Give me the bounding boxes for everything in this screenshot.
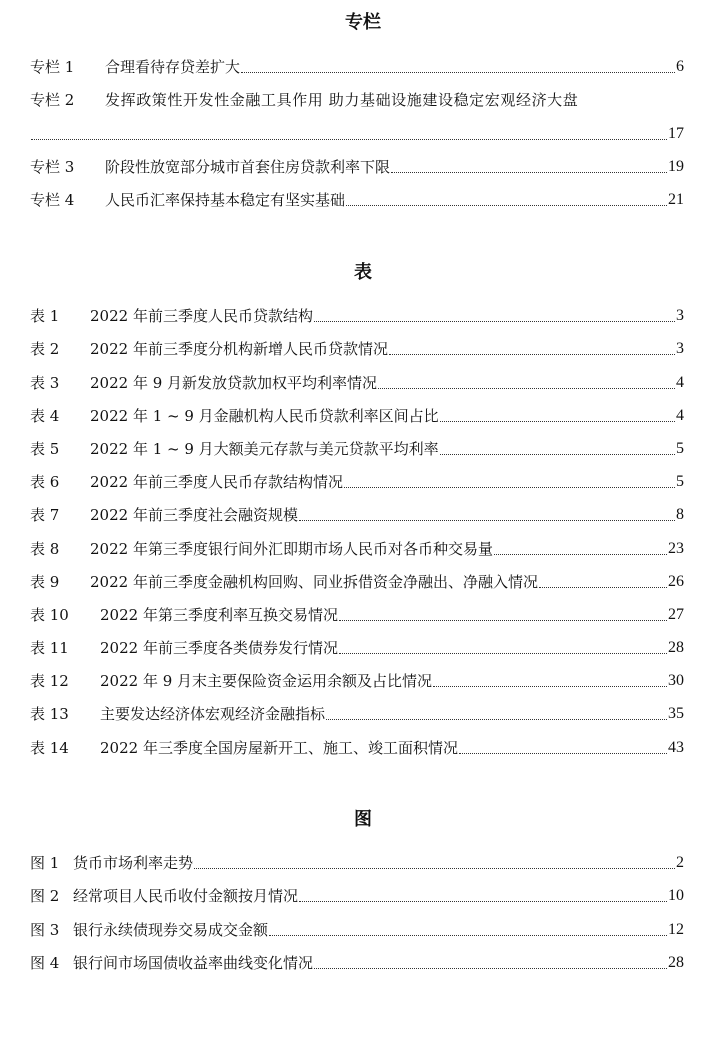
entry-title: 主要发达经济体宏观经济金融指标 — [100, 705, 326, 724]
dot-leader — [391, 172, 667, 173]
toc-entry[interactable] — [30, 625, 684, 658]
tables-heading: 表 — [354, 262, 372, 283]
entry-label: 表 10 — [30, 605, 69, 624]
entry-title: 合理看待存贷差扩大 — [105, 58, 241, 77]
entry-title: 货币市场利率走势 — [73, 854, 194, 873]
dot-leader — [31, 139, 667, 140]
entry-page: 10 — [668, 887, 684, 905]
entry-page: 4 — [676, 373, 684, 391]
entry-page: 30 — [668, 672, 684, 690]
entry-label: 专栏 3 — [30, 157, 75, 176]
entry-page: 6 — [676, 58, 684, 76]
entry-label: 表 5 — [30, 439, 60, 458]
dot-leader — [440, 454, 675, 455]
entry-label: 图 4 — [30, 953, 60, 972]
entry-label: 表 1 — [30, 307, 60, 326]
toc-entry[interactable] — [30, 873, 684, 906]
dot-leader — [269, 935, 667, 936]
toc-entry[interactable] — [30, 492, 684, 525]
entry-page: 12 — [668, 920, 684, 938]
entry-title: 银行永续债现券交易成交金额 — [73, 920, 269, 939]
toc-entry[interactable] — [30, 326, 684, 359]
entry-page: 28 — [668, 639, 684, 657]
dot-leader — [378, 388, 675, 389]
toc-entry[interactable] — [30, 44, 684, 77]
toc-entry[interactable] — [30, 77, 684, 110]
entry-title: 2022 年前三季度分机构新增人民币贷款情况 — [90, 340, 388, 359]
entry-page: 5 — [676, 473, 684, 491]
dot-leader — [539, 587, 667, 588]
entry-label: 表 6 — [30, 473, 60, 492]
dot-leader — [299, 901, 667, 902]
entry-page: 3 — [676, 340, 684, 358]
entry-label: 表 9 — [30, 572, 60, 591]
dot-leader — [339, 653, 667, 654]
toc-entry[interactable] — [30, 359, 684, 392]
figures-heading: 图 — [354, 809, 372, 830]
entry-title: 2022 年 9 月末主要保险资金运用余额及占比情况 — [100, 672, 433, 691]
dot-leader — [241, 72, 675, 73]
entry-title: 经常项目人民币收付金额按月情况 — [73, 887, 299, 906]
entry-title: 2022 年前三季度人民币贷款结构 — [90, 307, 313, 326]
dot-leader — [459, 753, 667, 754]
toc-entry[interactable] — [30, 459, 684, 492]
toc-entry[interactable] — [30, 393, 684, 426]
entry-title: 2022 年第三季度银行间外汇即期市场人民币对各币种交易量 — [90, 539, 493, 558]
columns-list — [30, 44, 684, 210]
dot-leader — [346, 205, 667, 206]
dot-leader — [440, 421, 675, 422]
entry-page: 35 — [668, 705, 684, 723]
entry-title: 发挥政策性开发性金融工具作用 助力基础设施建设稳定宏观经济大盘 — [105, 91, 579, 110]
entry-page: 21 — [668, 190, 684, 208]
entry-title: 2022 年 9 月新发放贷款加权平均利率情况 — [90, 373, 378, 392]
entry-label: 表 2 — [30, 340, 60, 359]
columns-heading: 专栏 — [345, 12, 381, 33]
entry-title: 2022 年 1 ~ 9 月金融机构人民币贷款利率区间占比 — [90, 406, 439, 425]
toc-entry[interactable] — [30, 293, 684, 326]
toc-entry[interactable] — [30, 525, 684, 558]
entry-title: 2022 年前三季度人民币存款结构情况 — [90, 473, 343, 492]
entry-label: 表 3 — [30, 373, 60, 392]
entry-page: 19 — [668, 157, 684, 175]
entry-label: 表 12 — [30, 672, 69, 691]
entry-page: 17 — [668, 124, 684, 142]
entry-title: 2022 年前三季度各类债券发行情况 — [100, 639, 338, 658]
toc-entry[interactable] — [30, 691, 684, 724]
entry-page: 2 — [676, 854, 684, 872]
entry-label: 表 7 — [30, 506, 60, 525]
toc-entry-continuation[interactable] — [30, 110, 684, 143]
entry-page: 4 — [676, 406, 684, 424]
entry-label: 表 8 — [30, 539, 60, 558]
toc-entry[interactable] — [30, 658, 684, 691]
entry-page: 28 — [668, 953, 684, 971]
toc-entry[interactable] — [30, 559, 684, 592]
entry-label: 图 3 — [30, 920, 60, 939]
entry-page: 23 — [668, 539, 684, 557]
toc-entry[interactable] — [30, 177, 684, 210]
entry-label: 图 2 — [30, 887, 60, 906]
toc-entry[interactable] — [30, 906, 684, 939]
entry-label: 图 1 — [30, 854, 60, 873]
entry-label: 专栏 1 — [30, 58, 75, 77]
entry-label: 表 13 — [30, 705, 69, 724]
toc-entry[interactable] — [30, 144, 684, 177]
toc-entry[interactable] — [30, 940, 684, 973]
entry-label: 表 14 — [30, 738, 69, 757]
dot-leader — [389, 354, 675, 355]
toc-entry[interactable] — [30, 592, 684, 625]
figures-list — [30, 840, 684, 973]
toc-entry[interactable] — [30, 840, 684, 873]
entry-title: 2022 年 1 ~ 9 月大额美元存款与美元贷款平均利率 — [90, 439, 439, 458]
toc-entry[interactable] — [30, 426, 684, 459]
dot-leader — [314, 968, 667, 969]
entry-page: 26 — [668, 572, 684, 590]
dot-leader — [314, 321, 675, 322]
entry-title: 人民币汇率保持基本稳定有坚实基础 — [105, 190, 346, 209]
entry-title: 银行间市场国债收益率曲线变化情况 — [73, 953, 314, 972]
dot-leader — [433, 686, 667, 687]
dot-leader — [326, 719, 667, 720]
dot-leader — [344, 487, 675, 488]
entry-title: 阶段性放宽部分城市首套住房贷款利率下限 — [105, 157, 391, 176]
dot-leader — [339, 620, 667, 621]
toc-entry[interactable] — [30, 724, 684, 757]
tables-list — [30, 293, 684, 758]
entry-page: 3 — [676, 307, 684, 325]
entry-title: 2022 年前三季度社会融资规模 — [90, 506, 298, 525]
entry-label: 专栏 2 — [30, 91, 75, 110]
entry-title: 2022 年前三季度金融机构回购、同业拆借资金净融出、净融入情况 — [90, 572, 538, 591]
entry-label: 专栏 4 — [30, 190, 75, 209]
entry-title: 2022 年第三季度利率互换交易情况 — [100, 605, 338, 624]
entry-page: 27 — [668, 605, 684, 623]
dot-leader — [494, 554, 667, 555]
entry-page: 8 — [676, 506, 684, 524]
dot-leader — [194, 868, 675, 869]
entry-label: 表 4 — [30, 406, 60, 425]
entry-page: 5 — [676, 439, 684, 457]
dot-leader — [299, 520, 675, 521]
entry-title: 2022 年三季度全国房屋新开工、施工、竣工面积情况 — [100, 738, 458, 757]
entry-label: 表 11 — [30, 639, 69, 658]
entry-page: 43 — [668, 738, 684, 756]
